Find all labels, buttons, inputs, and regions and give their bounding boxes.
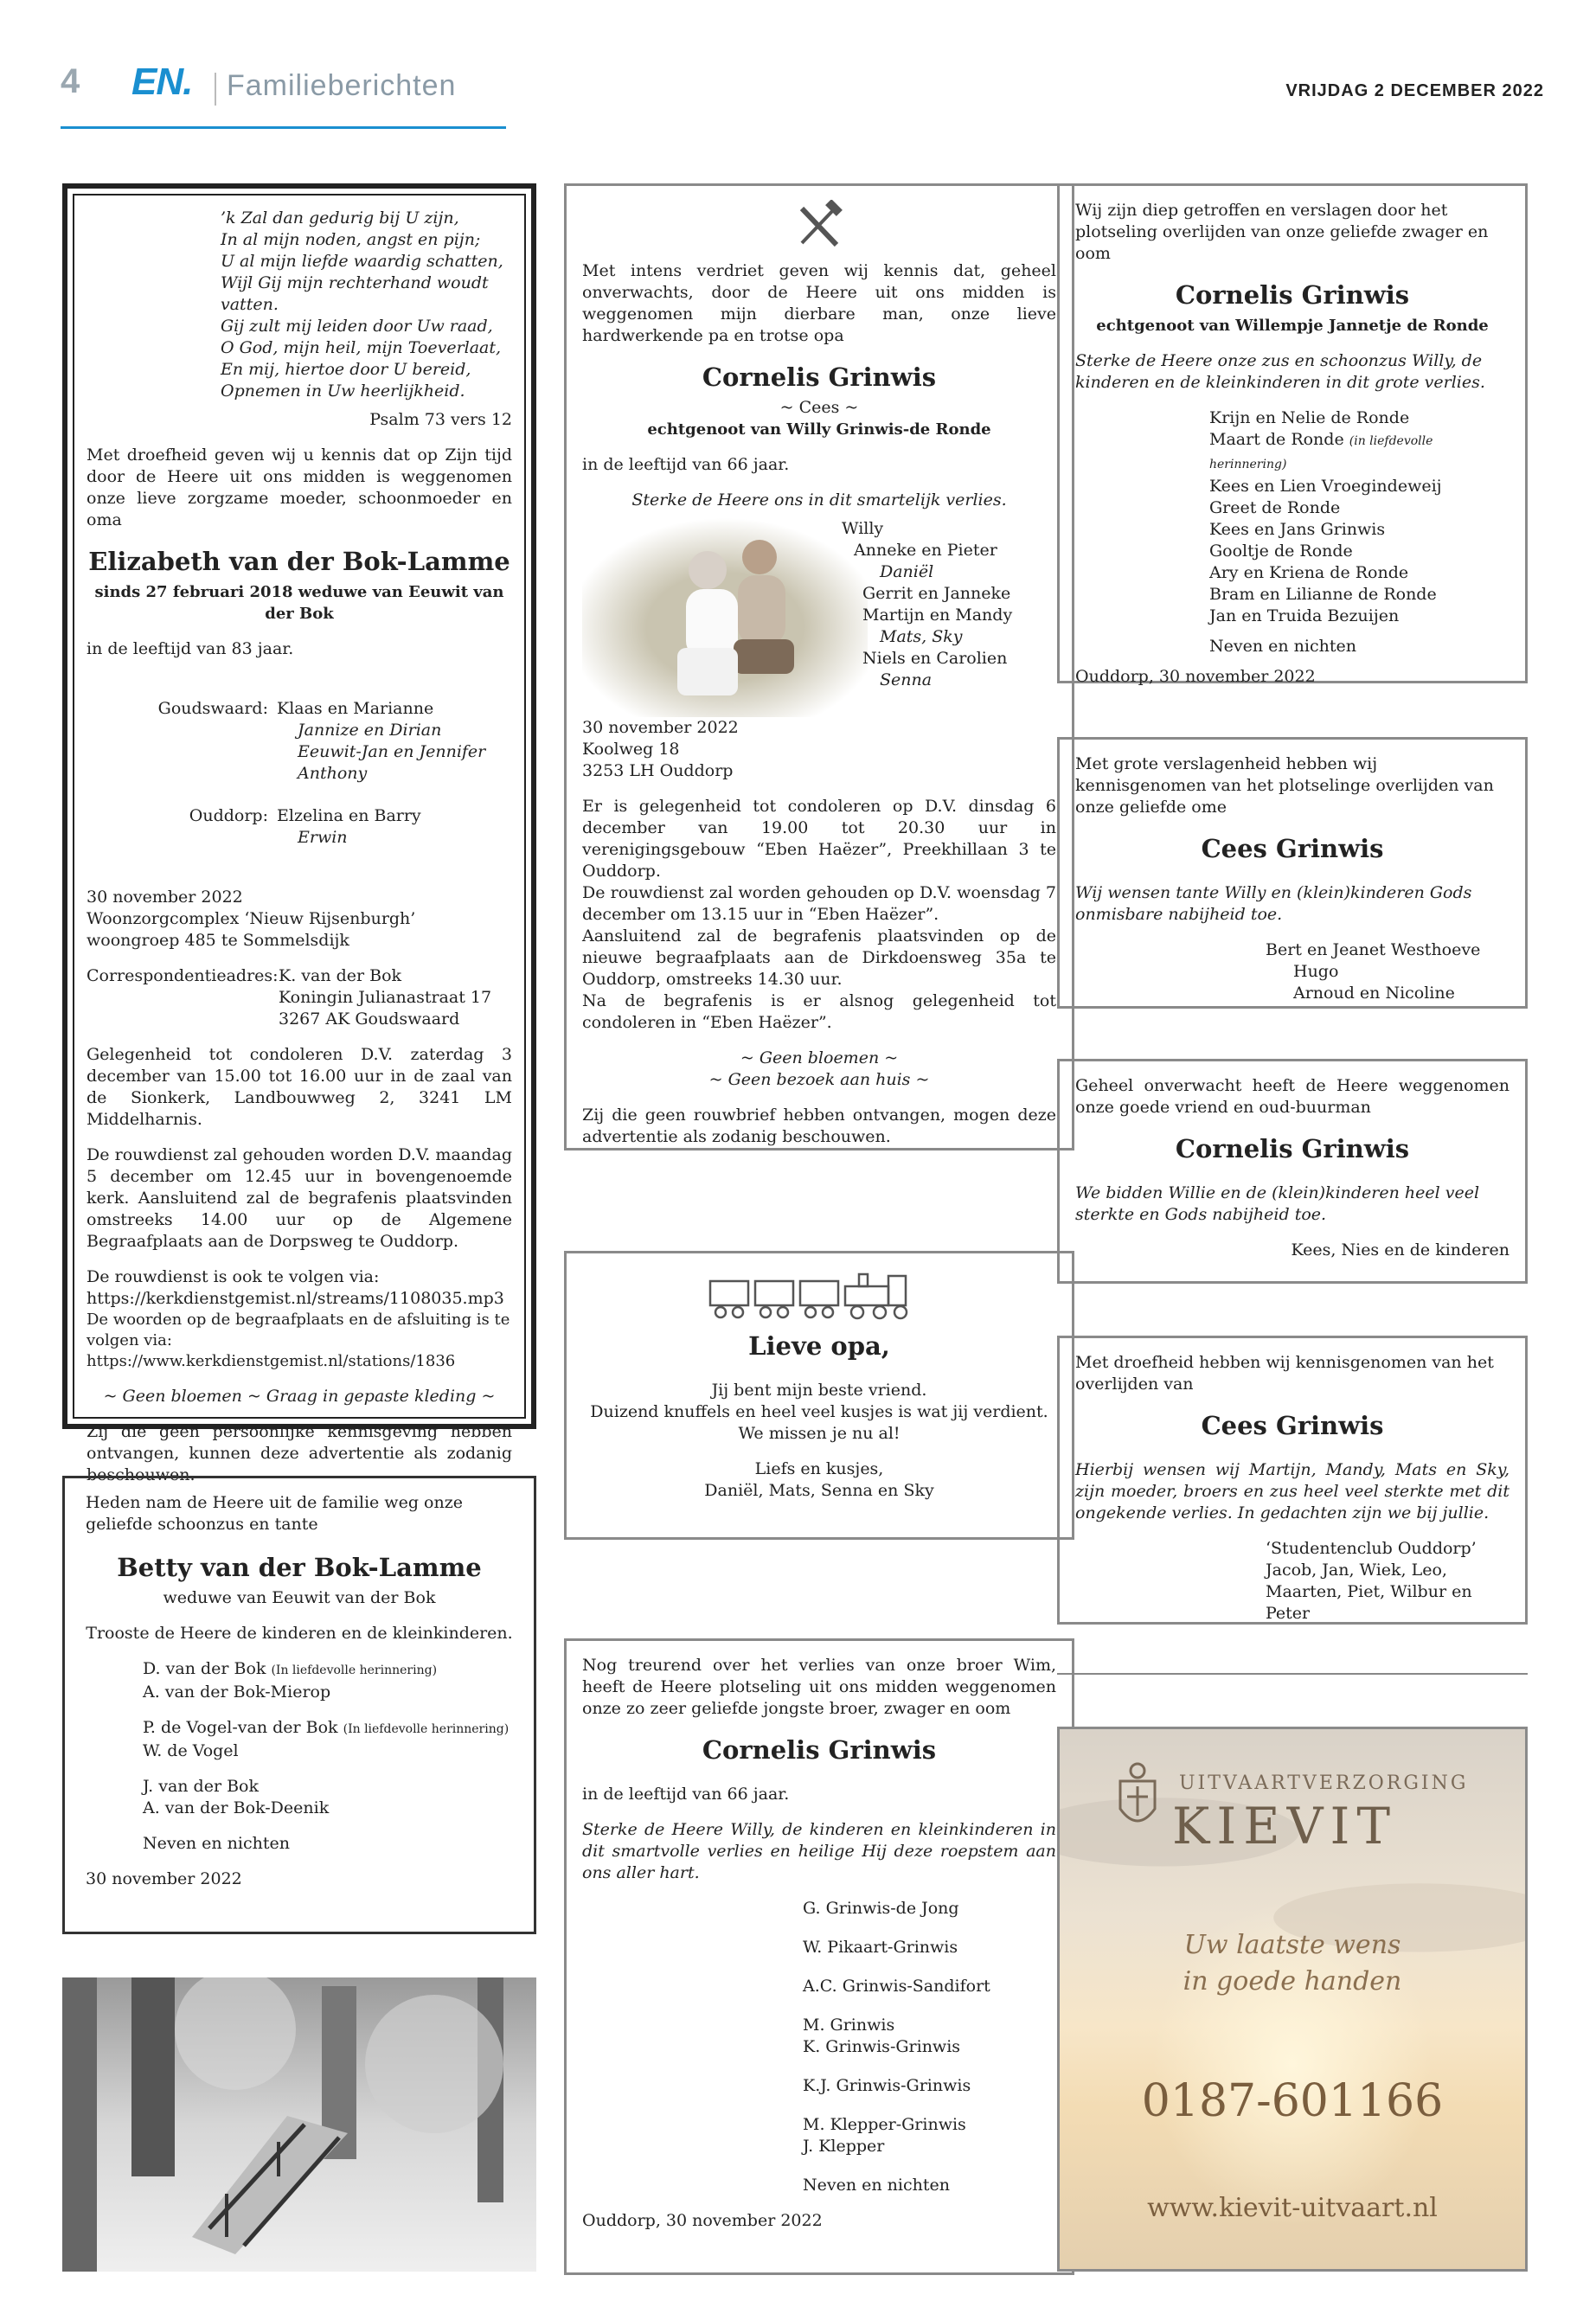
deceased-subtitle: sinds 27 februari 2018 weduwe van Eeuwit van der Bok xyxy=(94,583,504,623)
family-member-name: P. de Vogel-van der Bok xyxy=(143,1718,338,1737)
poem-line: In al mijn noden, angst en pijn; xyxy=(221,230,481,249)
family-member: M. Klepper-Grinwis xyxy=(803,2115,966,2134)
body-text: Er is gelegenheid tot condoleren op D.V. dinsdag 6 december van 19.00 tot 20.30 uur in verenigingsgebouw “Eben Haëzer”, Preekhillaan 3 te Ouddorp. xyxy=(582,797,1056,881)
correspondence-line: K. van der Bok xyxy=(279,966,402,985)
ad-cornelis-family xyxy=(564,183,1074,1150)
family-list xyxy=(1075,939,1509,1004)
signature-line: Liefs en kusjes, xyxy=(754,1459,884,1478)
family-member: Jannize en Dirian xyxy=(298,721,442,740)
family-ouddorp xyxy=(87,805,512,849)
intro-text: Heden nam de Heere uit de familie weg onze geliefde schoonzus en tante xyxy=(86,1493,463,1534)
photo-and-family xyxy=(582,518,1056,717)
family-member: Bram en Lilianne de Ronde xyxy=(1209,585,1437,604)
nickname: ~ Cees ~ xyxy=(779,398,859,417)
deceased-name: Betty van der Bok-Lamme xyxy=(117,1553,482,1582)
date-text: Ouddorp, 30 november 2022 xyxy=(1075,667,1316,686)
date-text: 30 november 2022 xyxy=(86,1869,242,1888)
condolence-text: Gelegenheid tot condoleren D.V. zaterdag 3 december van 15.00 tot 16.00 uur in de zaal van de Sionkerk, Landbouwweg 2, 3241 LM Middelharnis. xyxy=(87,1045,512,1129)
poem-line: Gij zult mij leiden door Uw raad, xyxy=(221,317,493,336)
poem-line: En mij, hiertoe door U bereid, xyxy=(221,360,471,379)
issue-date: VRIJDAG 2 DECEMBER 2022 xyxy=(1285,81,1544,100)
deceased-name: Cornelis Grinwis xyxy=(702,1735,937,1765)
body-text: Aansluitend zal de begrafenis plaatsvinden op de nieuwe begraafplaats aan de Dirkdoensweg 35a te Ouddorp, omstreeks 14.30 uur. xyxy=(582,926,1056,989)
verse-text: Sterke de Heere onze zus en schoonzus Willy, de kinderen en de kleinkinderen in dit grote verlies. xyxy=(1075,351,1485,392)
family-member: A. van der Bok-Mierop xyxy=(143,1682,331,1702)
family-member: Jan en Truida Bezuijen xyxy=(1209,606,1400,625)
page-number: 4 xyxy=(61,62,80,100)
memorial-note: (In liefdevolle herinnering) xyxy=(271,1663,438,1677)
family-list xyxy=(582,1898,1056,2196)
verse-text: Hierbij wensen wij Martijn, Mandy, Mats en Sky, zijn moeder, broers en zus heel veel sterkte met dit ongekende verlies. In gedachten zijn we bij jullie. xyxy=(1075,1460,1509,1522)
body-text: De rouwdienst zal worden gehouden op D.V. woensdag 7 december om 13.15 uur in “Eben Haëzer”. xyxy=(582,883,1056,924)
closing-text: Zij die geen persoonlijke kennisgeving hebben ontvangen, kunnen deze advertentie als zodanig beschouwen. xyxy=(87,1422,512,1484)
poem-line: O God, mijn heil, mijn Toeverlaat, xyxy=(221,338,502,357)
kievit-crest-icon xyxy=(1113,1760,1162,1835)
family-member: Mats, Sky xyxy=(880,627,963,646)
family-list xyxy=(842,518,1012,691)
intro-text: Met droefheid geven wij u kennis dat op Zijn tijd door de Heere uit ons midden is weggenomen onze lieve zorgzame moeder, schoonmoeder en oma xyxy=(87,445,512,529)
comfort-text: Trooste de Heere de kinderen en de kleinkinderen. xyxy=(86,1624,513,1643)
family-member: Willy xyxy=(842,519,884,538)
family-location-label: Goudswaard: xyxy=(157,699,268,718)
deceased-name: Cornelis Grinwis xyxy=(1175,280,1410,310)
correspondence xyxy=(87,965,512,1030)
family-member: Neven en nichten xyxy=(143,1834,290,1853)
family-member: Klaas en Marianne xyxy=(277,699,434,718)
deceased-subtitle: weduwe van Eeuwit van der Bok xyxy=(163,1588,436,1607)
stream-link[interactable]: https://kerkdienstgemist.nl/streams/1108035.mp3 xyxy=(87,1289,504,1308)
family-member: J. Klepper xyxy=(803,2137,885,2156)
correspondence-line: 3267 AK Goudswaard xyxy=(279,1009,460,1029)
family-member: Eeuwit-Jan en Jennifer xyxy=(298,742,486,761)
sender-line: Maarten, Piet, Wilbur en Peter xyxy=(1266,1582,1472,1623)
address-line: 30 november 2022 xyxy=(582,718,739,737)
family-member xyxy=(143,1717,513,1740)
family-member: Kees en Jans Grinwis xyxy=(1209,520,1386,539)
address-line: Woonzorgcomplex ‘Nieuw Rijsenburgh’ xyxy=(87,909,416,928)
intro-text: Geheel onverwacht heeft de Heere weggenomen onze goede vriend en oud-buurman xyxy=(1075,1076,1509,1117)
train-icon xyxy=(582,1269,1056,1330)
signature-line: Kees, Nies en de kinderen xyxy=(1291,1240,1509,1259)
family-member: Arnoud en Nicoline xyxy=(1293,984,1455,1003)
note-text: ~ Geen bezoek aan huis ~ xyxy=(708,1070,930,1089)
signature-line: Daniël, Mats, Senna en Sky xyxy=(704,1481,934,1500)
intro-text: Wij zijn diep getroffen en verslagen door het plotseling overlijden van onze geliefde zwager en oom xyxy=(1075,201,1489,263)
poem-line: U al mijn liefde waardig schatten, xyxy=(221,252,503,271)
stream-text: De rouwdienst is ook te volgen via: xyxy=(87,1267,380,1286)
age-text: in de leeftijd van 66 jaar. xyxy=(582,455,790,474)
correspondence-label: Correspondentieadres: xyxy=(87,966,279,985)
family-member xyxy=(1209,429,1509,476)
section-title: Familieberichten xyxy=(227,69,457,102)
newspaper-logo[interactable]: EN. xyxy=(131,61,193,103)
address-line: 3253 LH Ouddorp xyxy=(582,761,734,780)
header-rule xyxy=(61,126,506,129)
family-member: Greet de Ronde xyxy=(1209,498,1341,517)
deceased-name: Cees Grinwis xyxy=(1201,1411,1384,1440)
family-member: Anneke en Pieter xyxy=(854,541,997,560)
age-text: in de leeftijd van 83 jaar. xyxy=(87,639,294,658)
ad-cees-nephews xyxy=(1057,737,1528,1009)
intro-text: Nog treurend over het verlies van onze broer Wim, heeft de Heere plotseling uit ons midden weggenomen onze zo zeer geliefde jongste broer, zwager en oom xyxy=(582,1656,1056,1718)
family-list xyxy=(86,1658,513,1855)
family-goudswaard xyxy=(87,698,512,785)
column-divider xyxy=(1057,1673,1528,1675)
deceased-name: Cornelis Grinwis xyxy=(702,362,937,392)
family-member: W. de Vogel xyxy=(143,1741,239,1760)
deceased-name: Elizabeth van der Bok-Lamme xyxy=(88,547,510,576)
stream-text-2[interactable]: De woorden op de begraafplaats en de afsluiting is te volgen via: https://www.kerkdienstgemist.nl/stations/1836 xyxy=(87,1311,510,1370)
closing-text: Zij die geen rouwbrief hebben ontvangen, mogen deze advertentie als zodanig beschouwen. xyxy=(582,1106,1056,1146)
family-member-name: Maart de Ronde xyxy=(1209,430,1344,449)
kievit-advertisement[interactable] xyxy=(1057,1727,1528,2272)
ad-lieve-opa xyxy=(564,1251,1074,1540)
kievit-website-link[interactable]: www.kievit-uitvaart.nl xyxy=(1147,2193,1438,2223)
date-text: Ouddorp, 30 november 2022 xyxy=(582,2211,823,2230)
family-member: Gerrit en Janneke xyxy=(862,584,1011,603)
sender-line: ‘Studentenclub Ouddorp’ xyxy=(1266,1539,1477,1558)
sender-line: Jacob, Jan, Wiek, Leo, xyxy=(1266,1561,1447,1580)
address-line: Koolweg 18 xyxy=(582,740,680,759)
verse-text: Sterke de Heere ons in dit smartelijk verlies. xyxy=(631,490,1007,510)
family-location-label: Ouddorp: xyxy=(189,806,268,825)
kievit-tagline-top: UITVAARTVERZORGING xyxy=(1179,1772,1469,1794)
family-member: Niels en Carolien xyxy=(862,649,1008,668)
family-member: K.J. Grinwis-Grinwis xyxy=(803,2076,971,2095)
family-member: Kees en Lien Vroegindeweij xyxy=(1209,477,1442,496)
ad-betty xyxy=(62,1476,536,1934)
family-member: W. Pikaart-Grinwis xyxy=(803,1938,958,1957)
family-member: Neven en nichten xyxy=(803,2176,950,2195)
family-member: G. Grinwis-de Jong xyxy=(803,1899,959,1918)
family-member-name: D. van der Bok xyxy=(143,1659,266,1678)
family-list xyxy=(1075,407,1509,657)
poem xyxy=(87,208,512,402)
intro-text: Met grote verslagenheid hebben wij kennisgenomen van het plotselinge overlijden van onze geliefde ome xyxy=(1075,754,1494,817)
ad-cornelis-neighbours xyxy=(1057,1059,1528,1284)
family-member: Martijn en Mandy xyxy=(862,606,1013,625)
verse-text: Sterke de Heere Willy, de kinderen en kleinkinderen in dit smartvolle verlies en heilige Hij deze roepstem aan ons aller hart. xyxy=(582,1820,1056,1882)
family-member: Hugo xyxy=(1293,962,1339,981)
correspondence-line: Koningin Julianastraat 17 xyxy=(279,988,492,1007)
intro-text: Met droefheid hebben wij kennisgenomen van het overlijden van xyxy=(1075,1353,1494,1394)
ad-cees-studentenclub xyxy=(1057,1336,1528,1625)
body-text: Na de begrafenis is er alsnog gelegenheid tot condoleren in “Eben Haëzer”. xyxy=(582,991,1056,1032)
verse-text: Wij wensen tante Willy en (klein)kinderen Gods onmisbare nabijheid toe. xyxy=(1075,883,1472,924)
address-line: woongroep 485 te Sommelsdijk xyxy=(87,931,349,950)
ad-cornelis-siblings xyxy=(564,1638,1074,2275)
family-list xyxy=(1075,1538,1509,1625)
deceased-name: Cees Grinwis xyxy=(1201,834,1384,863)
ad-title: Lieve opa, xyxy=(748,1331,890,1361)
winter-landscape-image xyxy=(62,1977,536,2272)
note-text: ~ Geen bloemen ~ xyxy=(740,1048,899,1067)
memorial-note: (In liefdevolle herinnering) xyxy=(343,1722,510,1736)
age-text: in de leeftijd van 66 jaar. xyxy=(582,1785,790,1804)
message-line: Duizend knuffels en heel veel kusjes is wat jij verdient. xyxy=(590,1402,1048,1421)
family-member: Elzelina en Barry xyxy=(277,806,421,825)
deceased-subtitle: echtgenoot van Willempje Jannetje de Ronde xyxy=(1096,317,1489,335)
kievit-phone[interactable]: 0187-601166 xyxy=(1141,2075,1444,2127)
kievit-brand: KIEVIT xyxy=(1172,1797,1398,1856)
family-member: A.C. Grinwis-Sandifort xyxy=(803,1977,990,1996)
verse-text: We bidden Willie en de (klein)kinderen heel veel sterkte en Gods nabijheid toe. xyxy=(1075,1183,1480,1224)
family-member: Neven en nichten xyxy=(1209,637,1356,656)
address-line: 30 november 2022 xyxy=(87,888,243,907)
poem-line: ’k Zal dan gedurig bij U zijn, xyxy=(221,208,459,228)
ad-elizabeth xyxy=(62,183,536,1484)
poem-line: Wijl Gij mijn rechterhand woudt vatten. xyxy=(221,273,489,314)
message-line: We missen je nu al! xyxy=(738,1424,901,1443)
memorial-note: (in liefdevolle herinnering) xyxy=(1209,434,1433,471)
family-member: Bert en Jeanet Westhoeve xyxy=(1266,940,1481,959)
deceased-subtitle: echtgenoot van Willy Grinwis-de Ronde xyxy=(647,420,991,439)
poem-line: Opnemen in Uw heerlijkheid. xyxy=(221,381,465,401)
family-member: Daniël xyxy=(880,562,934,581)
message-line: Jij bent mijn beste vriend. xyxy=(711,1381,927,1400)
kievit-slogan-1: Uw laatste wens xyxy=(1183,1930,1401,1960)
family-member: Krijn en Nelie de Ronde xyxy=(1209,408,1410,427)
header-divider xyxy=(215,73,216,106)
family-member: Gooltje de Ronde xyxy=(1209,542,1353,561)
family-member: Anthony xyxy=(298,764,368,783)
family-member: Ary en Kriena de Ronde xyxy=(1209,563,1409,582)
family-member: M. Grinwis xyxy=(803,2016,895,2035)
family-member: Senna xyxy=(880,670,933,689)
family-member: Erwin xyxy=(298,828,348,847)
deceased-name: Cornelis Grinwis xyxy=(1175,1134,1410,1163)
poem-reference: Psalm 73 vers 12 xyxy=(369,410,512,429)
family-member: K. Grinwis-Grinwis xyxy=(803,2037,961,2056)
couple-photo xyxy=(582,518,868,717)
hammer-saw-icon xyxy=(582,200,1056,260)
ad-cornelis-inlaws xyxy=(1057,183,1528,686)
service-text: De rouwdienst zal gehouden worden D.V. maandag 5 december om 12.45 uur in bovengenoemde kerk. Aansluitend zal de begrafenis plaatsvinden omstreeks 14.00 uur op de Algemene Begraafplaats aan de Dorpsweg te Ouddorp. xyxy=(87,1145,512,1251)
family-member: J. van der Bok xyxy=(143,1777,260,1796)
kievit-slogan-2: in goede handen xyxy=(1183,1966,1402,1997)
family-member: A. van der Bok-Deenik xyxy=(143,1798,330,1817)
note-text: ~ Geen bloemen ~ Graag in gepaste kleding ~ xyxy=(103,1387,496,1406)
family-member xyxy=(143,1658,513,1682)
intro-text: Met intens verdriet geven wij kennis dat, geheel onverwachts, door de Heere uit ons midden is weggenomen mijn dierbare man, onze lieve hardwerkende pa en trotse opa xyxy=(582,261,1056,345)
